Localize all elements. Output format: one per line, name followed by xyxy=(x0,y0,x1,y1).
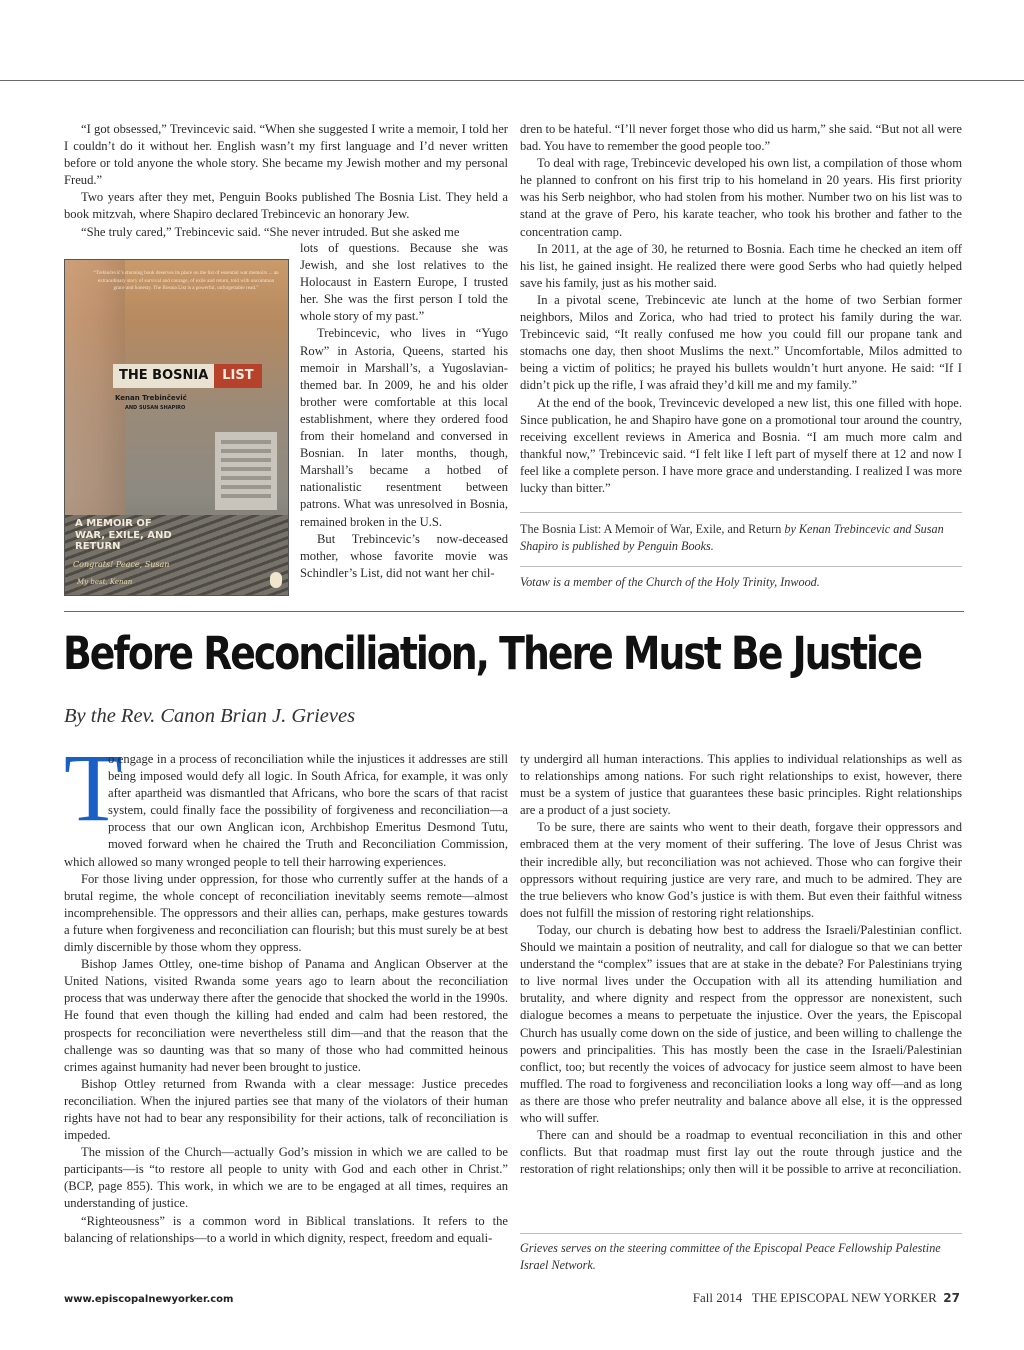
book-cover-title-left: THE BOSNIA xyxy=(113,364,214,388)
article2-right-para-1: ty undergird all human interactions. This applies to individual relationships as well as to relationships among nations. For such right relationships to exist, however, there must be a system of justice that guarantees these basic principles. Right relationships are a product of a just society. xyxy=(520,752,962,818)
article2-left-para-2: For those living under oppression, for those who currently suffer at the hands of a brutal regime, the whole concept of reconciliation inevitably seems remote—almost incomprehensible. The oppressors and their allies can, perhaps, make gestures towards a future when forgiveness and reconciliation can flourish; but this must surely be at best dimly discernible by those whom they oppress. xyxy=(64,871,508,955)
article-separator-rule xyxy=(64,611,964,612)
book-cover-title xyxy=(113,364,285,388)
article1-left-para-2: Two years after they met, Penguin Books published The Bosnia List. They held a book mitzvah, where Shapiro declared Trebincevic an honorary Jew. xyxy=(64,190,508,222)
article1-wrap-column xyxy=(300,240,508,582)
book-cover-title-right: LIST xyxy=(214,364,261,388)
footer-magazine: THE EPISCOPAL NEW YORKER xyxy=(751,1290,937,1305)
article1-right-para-1: dren to be hateful. “I’ll never forget those who did us harm,” she said. “But not all were bad. You have to remember the good people too.” xyxy=(520,122,962,154)
book-cover-inscription-2: My best, Kenan xyxy=(77,578,133,586)
article1-right-column xyxy=(520,121,962,497)
article1-right-para-2: To deal with rage, Trebincevic developed his own list, a compilation of those whom he planned to confront on his first trip to his homeland in 20 years. His first priority was his Serb neighbor, who had stolen from his mother. Number two on his list was to stand at the grave of Pero, his karate teacher, who took his brother and father to the concentration camp. xyxy=(520,156,962,239)
footer-page-number: 27 xyxy=(943,1291,960,1305)
footer-issue: Fall 2014 xyxy=(692,1290,743,1305)
book-note-rule xyxy=(520,512,962,513)
book-cover-inscription: Congrats! Peace, Susan xyxy=(73,560,170,569)
author-note-rule xyxy=(520,566,962,567)
book-note xyxy=(520,521,962,555)
article1-left-para-3: “She truly cared,” Trebincevic said. “She never intruded. But she asked me xyxy=(81,224,460,239)
penguin-logo-icon xyxy=(270,572,282,588)
book-note-rest: by Kenan Trebincevic and Susan Shapiro is published by Penguin Books. xyxy=(520,522,944,553)
article1-left-column xyxy=(64,121,508,241)
book-cover-blurb: “Trebinčević’s stunning book deserves its place on the list of essential war memoirs ... an extraordinary story of survival and courage, of exile and return, told with uncommon grace and honesty. The Bosnia List is a powerful, unforgettable read.” xyxy=(93,270,279,292)
book-cover-coauthor: AND SUSAN SHAPIRO xyxy=(125,405,186,411)
article2-left-para-3: Bishop James Ottley, one-time bishop of Panama and Anglican Observer at the United Nations, visited Rwanda some years ago to learn about the reconciliation process that was underway there after the genocide that shocked the world in the 1990s. He found that even though the killing had ended and calm had been restored, the prospects for reconciliation were nevertheless still dim—and that the reason that the challenge was so daunting was that so many of those who had committed heinous crimes against humanity had never been brought to justice. xyxy=(64,957,508,1074)
article1-wrap-para-3: But Trebincevic’s now-deceased mother, whose favorite movie was Schindler’s List, did not want her chil- xyxy=(300,531,508,580)
drop-cap: T xyxy=(64,734,123,841)
article1-wrap-para-1: lots of questions. Because she was Jewish, and she lost relatives to the Holocaust in Eastern Europe, I trusted her. She was the first person I told the whole story of my past.” xyxy=(300,241,508,324)
article2-left-para-6: “Righteousness” is a common word in Biblical translations. It refers to the balancing of relationships—to a world in which dignity, respect, freedom and equali- xyxy=(64,1213,508,1245)
article2-right-para-4: There can and should be a roadmap to eventual reconciliation in this and other conflicts. But that roadmap must first lay out the route through justice and the restoration of right relationships; only then will it be possible to arrive at reconciliation. xyxy=(520,1128,962,1177)
article2-left-column xyxy=(64,734,508,1247)
article1-right-para-4: In a pivotal scene, Trebincevic ate lunch at the home of two Serbian former neighbors, Milos and Zorica, who had tried to protect his family during the war. Trebincevic said, “It really confused me how you could fill our propane tank and stomachs one day, then shoot Muslims the next.” Uncomfortable, Milos admitted to being a victim of politics; he prayed his bullets wouldn’t hurt anyone. He said: “If I didn’t pick up the rifle, I was afraid they’d kill me and my family.” xyxy=(520,292,962,393)
article1-wrap-para-2: Trebincevic, who lives in “Yugo Row” in Astoria, Queens, started his memoir in Marshall’s, a Yugoslavian-themed bar. In 2009, he and his older brother were comfortable at this local establishment, where they ordered food from their homeland and conversed in Bosnian. In later months, though, Marshall’s became a hotbed of nationalistic resentment between patrons. What was unresolved in Bosnia, remained broken in the U.S. xyxy=(300,326,508,529)
article2-right-para-2: To be sure, there are saints who went to their death, forgave their oppressors and embraced them at the very moment of their suffering. The love of Jesus Christ was their incredible ally, but reconciliation was not achieved. Those who can forgive their oppressors without requiring justice are very rare, and much to be admired. They are the true believers who know God’s justice is with them. But even their faithful witness does not fulfill the mission of restoring right relationships. xyxy=(520,820,962,920)
article1-author-note: Votaw is a member of the Church of the Holy Trinity, Inwood. xyxy=(520,575,820,589)
article1-right-para-3: In 2011, at the age of 30, he returned to Bosnia. Each time he checked an item off his list, he gained insight. He realized there were good Serbs who had quietly helped save his family, just as his mother said. xyxy=(520,241,962,290)
article2-note-rule xyxy=(520,1233,962,1234)
book-note-title: The Bosnia List: A Memoir of War, Exile, and Return xyxy=(520,522,782,536)
article2-first-para xyxy=(64,734,508,871)
book-cover-subtitle: A MEMOIR OF WAR, EXILE, AND RETURN xyxy=(75,518,172,552)
article2-author-note: Grieves serves on the steering committee of the Episcopal Peace Fellowship Palestine Israel Network. xyxy=(520,1241,941,1272)
article2-left-para-4: Bishop Ottley returned from Rwanda with a clear message: Justice precedes reconciliation. When the injured parties see that many of the violators of their human rights have not had to bear any responsibility for their actions, talk of reconciliation is impeded. xyxy=(64,1076,508,1143)
book-cover-author: Kenan Trebinčević xyxy=(115,394,187,402)
top-rule xyxy=(0,80,1024,81)
book-cover-building xyxy=(215,432,277,510)
article2-right-para-3: Today, our church is debating how best to address the Israeli/Palestinian conflict. Should we maintain a position of neutrality, and call for dialogue so that we can better understand the “complex” issues that are at stake in the debate? For Palestinians trying to live normal lives under the Occupation with all its attending humiliation and brutality, and where dignity and respect from the oppressor are nonexistent, such dialogue becomes a means to perpetuate the injustice. Over the years, the Episcopal Church has usually come down on the side of justice, and been willing to challenge the powers and principalities. This has mostly been the case in the Israeli/Palestinian conflict, too; but recently the voices of advocacy for justice seem almost to have been muffled. The road to forgiveness and reconciliation looks a long way off—and as long as there are those who prefer neutrality and balance above all else, it is the oppressed who will suffer. xyxy=(520,922,962,1125)
article2-headline: Before Reconciliation, There Must Be Justice xyxy=(63,627,922,680)
article2-right-column xyxy=(520,751,962,1178)
article2-first-para-text: o engage in a process of reconciliation while the injustices it addresses are still being imposed would defy all logic. In South Africa, for example, it was only after apartheid was dismantled that Africans, who bore the scars of that racist system, could finally face the possibility of forgiveness and reconciliation—a process that our own Anglican icon, Archbishop Emeritus Desmond Tutu, moved forward when he chaired the Truth and Reconciliation Commission, which allowed so many wronged people to tell their harrowing experiences. xyxy=(64,752,508,869)
article1-left-para-1: “I got obsessed,” Trevincevic said. “When she suggested I write a memoir, I told her I couldn’t do it without her. English wasn’t my first language and I’d never written before or told anyone the whole story. She became my Jewish mother and my personal Freud.” xyxy=(64,122,508,188)
article2-byline: By the Rev. Canon Brian J. Grieves xyxy=(64,705,356,727)
book-cover-image xyxy=(64,259,289,596)
article1-right-para-5: At the end of the book, Trevincevic developed a new list, this one filled with hope. Since publication, he and Shapiro have gone on a promotional tour around the country, receiving excellent reviews in America and Bosnia. “I am much more calm and thankful now,” Trebincevic said. “I felt like I left part of myself there at 12 and now I feel like a complete person. I have more grace and understanding. I realized I was more lucky than bitter.” xyxy=(520,395,962,495)
footer-issue-info xyxy=(693,1290,960,1306)
footer-website: www.episcopalnewyorker.com xyxy=(64,1294,234,1305)
article2-left-para-5: The mission of the Church—actually God’s mission in which we are called to be participants—is “to restore all people to unity with God and each other in Christ.” (BCP, page 855). This work, in which we are to be engaged at all times, requires an understanding of justice. xyxy=(64,1145,508,1211)
